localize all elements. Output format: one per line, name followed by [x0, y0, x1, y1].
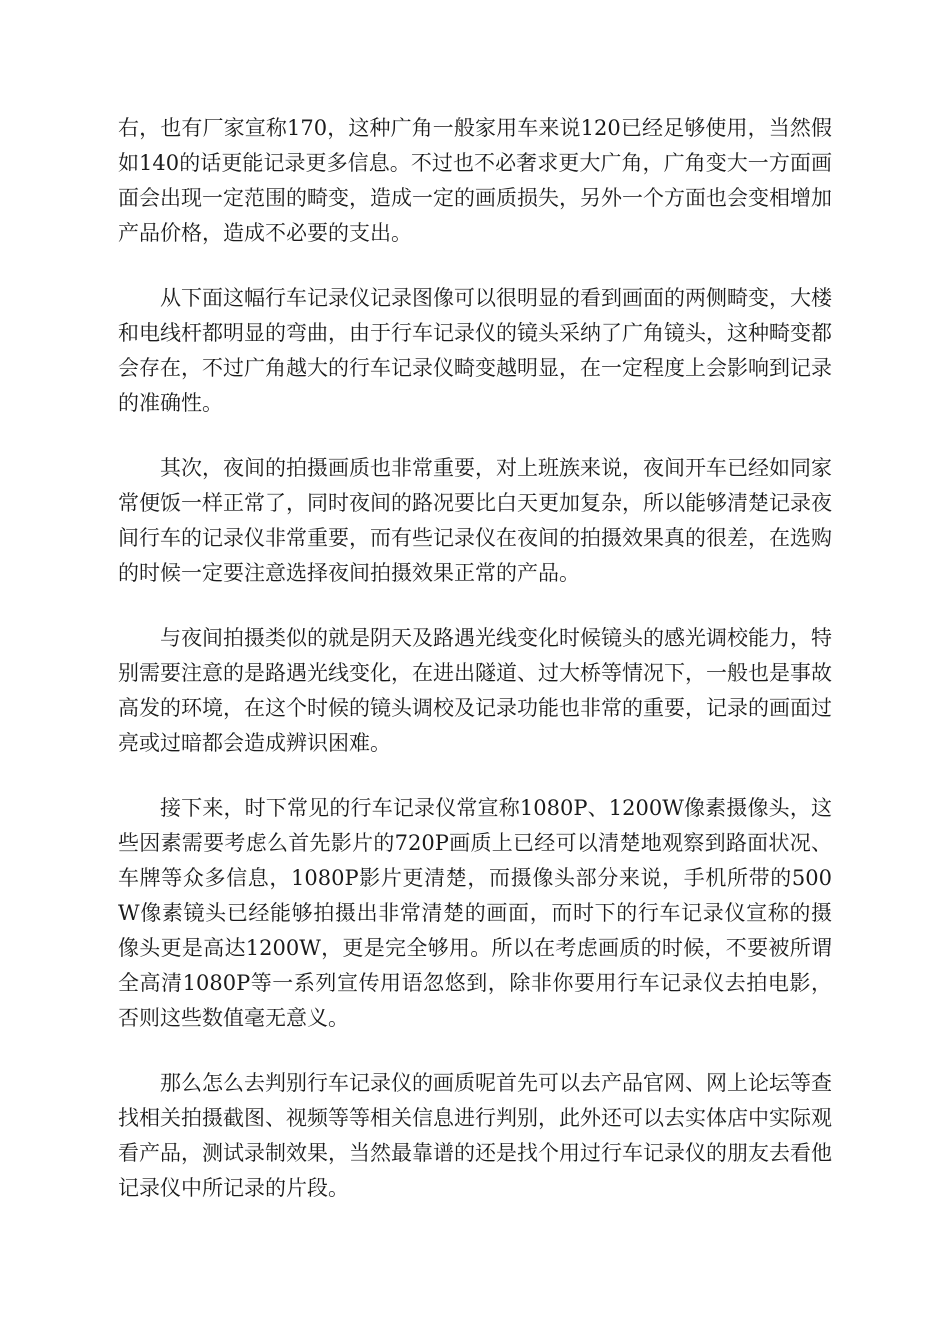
paragraph-distortion: 从下面这幅行车记录仪记录图像可以很明显的看到画面的两侧畸变，大楼和电线杆都明显的弯曲，由于行车记录仪的镜头采纳了广角镜头，这种畸变都会存在，不过广角越大的行车记录仪畸变越明显，在一定程度上会影响到记录的准确性。: [118, 286, 832, 415]
paragraph-light-change: 与夜间拍摄类似的就是阴天及路遇光线变化时候镜头的感光调校能力，特别需要注意的是路遇光线变化，在进出隧道、过大桥等情况下，一般也是事故高发的环境，在这个时候的镜头调校及记录功能也非常的重要，记录的画面过亮或过暗都会造成辨识困难。: [118, 626, 832, 755]
paragraph-night-shooting: 其次，夜间的拍摄画质也非常重要，对上班族来说，夜间开车已经如同家常便饭一样正常了，同时夜间的路况要比白天更加复杂，所以能够清楚记录夜间行车的记录仪非常重要，而有些记录仪在夜间的拍摄效果真的很差，在选购的时候一定要注意选择夜间拍摄效果正常的产品。: [118, 456, 832, 585]
paragraph-how-to-judge: 那么怎么去判别行车记录仪的画质呢首先可以去产品官网、网上论坛等查找相关拍摄截图、视频等等相关信息进行判别，此外还可以去实体店中实际观看产品，测试录制效果，当然最靠谱的还是找个用过行车记录仪的朋友去看他记录仪中所记录的片段。: [118, 1071, 832, 1200]
paragraph-resolution: 接下来，时下常见的行车记录仪常宣称1080P、1200W像素摄像头，这些因素需要考虑么首先影片的720P画质上已经可以清楚地观察到路面状况、车牌等众多信息，1080P影片更清楚，而摄像头部分来说，手机所带的500W像素镜头已经能够拍摄出非常清楚的画面，而时下的行车记录仪宣称的摄像头更是高达1200W，更是完全够用。所以在考虑画质的时候，不要被所谓全高清1080P等一系列宣传用语忽悠到，除非你要用行车记录仪去拍电影，否则这些数值毫无意义。: [118, 796, 832, 1030]
document-page: [118, 111, 832, 1236]
paragraph-wide-angle-continuation: 右，也有厂家宣称170，这种广角一般家用车来说120已经足够使用，当然假如140的话更能记录更多信息。不过也不必奢求更大广角，广角变大一方面画面会出现一定范围的畸变，造成一定的画质损失，另外一个方面也会变相增加产品价格，造成不必要的支出。: [118, 116, 832, 245]
